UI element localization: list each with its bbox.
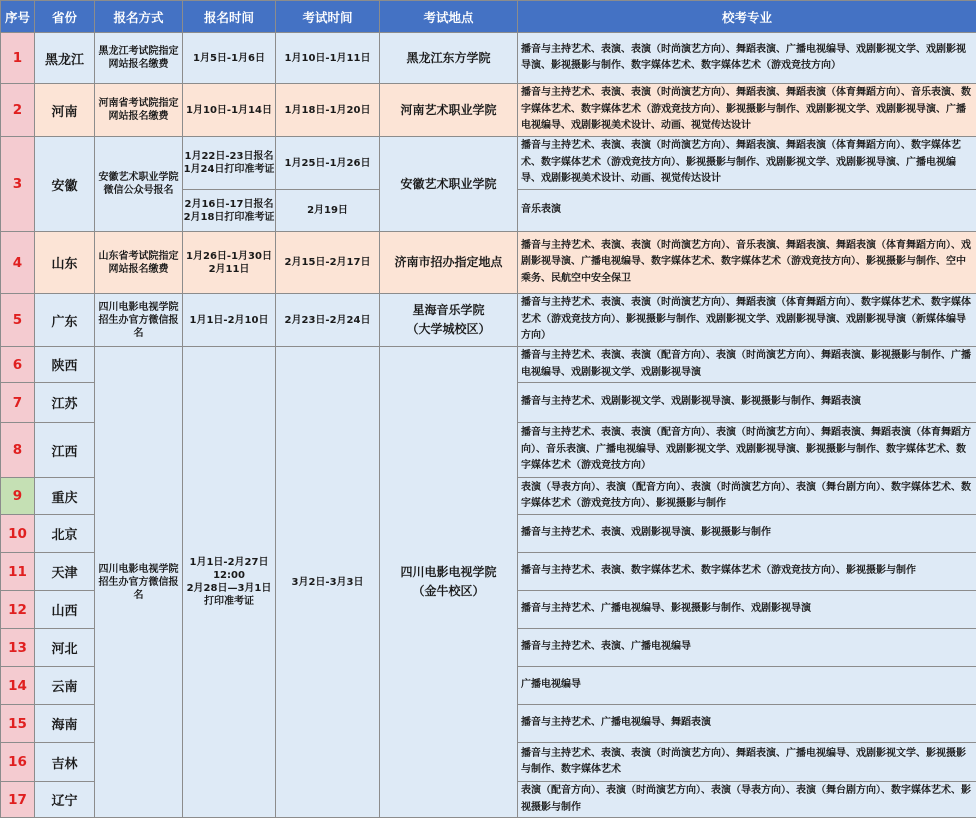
province-cell: 陕西 xyxy=(35,347,95,383)
majors-cell: 播音与主持艺术、广播电视编导、舞蹈表演 xyxy=(518,705,976,743)
header-index: 序号 xyxy=(1,1,35,33)
majors-cell: 播音与主持艺术、表演、表演（时尚演艺方向）、舞蹈表演、舞蹈表演（体育舞蹈方向）、数字媒体艺术、数字媒体艺术（游戏竞技方向）、影视摄影与制作、戏剧影视文学、戏剧影视导演、广播电视编导、戏剧影视美术设计、动画、视觉传达设计 xyxy=(518,137,976,190)
majors-cell: 播音与主持艺术、表演、戏剧影视导演、影视摄影与制作 xyxy=(518,515,976,553)
reg-time-cell: 1月1日-2月27日 12:00 2月28日—3月1日 打印准考证 xyxy=(183,347,276,818)
table-row xyxy=(1,33,976,84)
location-cell: 济南市招办指定地点 xyxy=(380,232,518,294)
reg-time-cell: 2月16日-17日报名 2月18日打印准考证 xyxy=(183,190,276,232)
majors-cell: 播音与主持艺术、表演、广播电视编导 xyxy=(518,629,976,667)
row-index: 2 xyxy=(1,84,35,137)
province-cell: 重庆 xyxy=(35,478,95,515)
majors-cell: 播音与主持艺术、广播电视编导、影视摄影与制作、戏剧影视导演 xyxy=(518,591,976,629)
method-cell: 四川电影电视学院招生办官方微信报名 xyxy=(95,294,183,347)
province-cell: 海南 xyxy=(35,705,95,743)
header-majors: 校考专业 xyxy=(518,1,976,33)
reg-time-cell: 1月5日-1月6日 xyxy=(183,33,276,84)
table-row xyxy=(1,137,976,190)
row-index: 16 xyxy=(1,743,35,782)
table-row xyxy=(1,347,976,383)
location-cell: 安徽艺术职业学院 xyxy=(380,137,518,232)
exam-time-cell: 2月19日 xyxy=(276,190,380,232)
province-cell: 云南 xyxy=(35,667,95,705)
header-province: 省份 xyxy=(35,1,95,33)
row-index: 7 xyxy=(1,383,35,423)
province-cell: 江苏 xyxy=(35,383,95,423)
method-cell: 黑龙江考试院指定网站报名缴费 xyxy=(95,33,183,84)
exam-time-cell: 1月10日-1月11日 xyxy=(276,33,380,84)
province-cell: 黑龙江 xyxy=(35,33,95,84)
location-cell: 四川电影电视学院 （金牛校区） xyxy=(380,347,518,818)
table-row xyxy=(1,232,976,294)
location-cell: 河南艺术职业学院 xyxy=(380,84,518,137)
majors-cell: 音乐表演 xyxy=(518,190,976,232)
method-cell: 山东省考试院指定网站报名缴费 xyxy=(95,232,183,294)
header-method: 报名方式 xyxy=(95,1,183,33)
province-cell: 山西 xyxy=(35,591,95,629)
majors-cell: 播音与主持艺术、戏剧影视文学、戏剧影视导演、影视摄影与制作、舞蹈表演 xyxy=(518,383,976,423)
row-index: 6 xyxy=(1,347,35,383)
majors-cell: 表演（配音方向）、表演（时尚演艺方向）、表演（导表方向）、表演（舞台剧方向）、数字媒体艺术、影视摄影与制作 xyxy=(518,782,976,818)
majors-cell: 播音与主持艺术、表演、表演（时尚演艺方向）、舞蹈表演（体育舞蹈方向）、数字媒体艺术、数字媒体艺术（游戏竞技方向）、影视摄影与制作、戏剧影视文学、戏剧影视导演、戏剧影视导演（新媒体编导方向） xyxy=(518,294,976,347)
table-row xyxy=(1,84,976,137)
header-reg-time: 报名时间 xyxy=(183,1,276,33)
province-cell: 辽宁 xyxy=(35,782,95,818)
reg-time-cell: 1月22日-23日报名 1月24日打印准考证 xyxy=(183,137,276,190)
header-exam-time: 考试时间 xyxy=(276,1,380,33)
majors-cell: 播音与主持艺术、表演、表演（配音方向）、表演（时尚演艺方向）、舞蹈表演、影视摄影与制作、广播电视编导、戏剧影视文学、戏剧影视导演 xyxy=(518,347,976,383)
exam-time-cell: 2月23日-2月24日 xyxy=(276,294,380,347)
row-index: 10 xyxy=(1,515,35,553)
exam-time-cell: 2月15日-2月17日 xyxy=(276,232,380,294)
province-cell: 北京 xyxy=(35,515,95,553)
header-row xyxy=(1,1,976,33)
exam-time-cell: 3月2日-3月3日 xyxy=(276,347,380,818)
row-index: 8 xyxy=(1,423,35,478)
majors-cell: 播音与主持艺术、表演、表演（时尚演艺方向）、音乐表演、舞蹈表演、舞蹈表演（体育舞蹈方向）、戏剧影视导演、广播电视编导、数字媒体艺术、数字媒体艺术（游戏竞技方向）、影视摄影与制作、空中乘务、民航空中安全保卫 xyxy=(518,232,976,294)
row-index: 11 xyxy=(1,553,35,591)
row-index: 14 xyxy=(1,667,35,705)
majors-cell: 播音与主持艺术、表演、表演（时尚演艺方向）、舞蹈表演、广播电视编导、戏剧影视文学、戏剧影视导演、影视摄影与制作、数字媒体艺术、数字媒体艺术（游戏竞技方向） xyxy=(518,33,976,84)
province-cell: 河南 xyxy=(35,84,95,137)
row-index: 9 xyxy=(1,478,35,515)
row-index: 4 xyxy=(1,232,35,294)
exam-time-cell: 1月25日-1月26日 xyxy=(276,137,380,190)
majors-cell: 播音与主持艺术、表演、表演（时尚演艺方向）、舞蹈表演、广播电视编导、戏剧影视文学、影视摄影与制作、数字媒体艺术 xyxy=(518,743,976,782)
province-cell: 山东 xyxy=(35,232,95,294)
majors-cell: 播音与主持艺术、表演、数字媒体艺术、数字媒体艺术（游戏竞技方向）、影视摄影与制作 xyxy=(518,553,976,591)
reg-time-cell: 1月1日-2月10日 xyxy=(183,294,276,347)
row-index: 5 xyxy=(1,294,35,347)
province-cell: 吉林 xyxy=(35,743,95,782)
province-cell: 江西 xyxy=(35,423,95,478)
majors-cell: 播音与主持艺术、表演、表演（配音方向）、表演（时尚演艺方向）、舞蹈表演、舞蹈表演（体育舞蹈方向）、音乐表演、广播电视编导、戏剧影视文学、戏剧影视导演、影视摄影与制作、数字媒体艺术、数字媒体艺术（游戏竞技方向） xyxy=(518,423,976,478)
province-cell: 安徽 xyxy=(35,137,95,232)
row-index: 3 xyxy=(1,137,35,232)
majors-cell: 广播电视编导 xyxy=(518,667,976,705)
province-cell: 广东 xyxy=(35,294,95,347)
row-index: 17 xyxy=(1,782,35,818)
method-cell: 河南省考试院指定网站报名缴费 xyxy=(95,84,183,137)
majors-cell: 表演（导表方向）、表演（配音方向）、表演（时尚演艺方向）、表演（舞台剧方向）、数字媒体艺术、数字媒体艺术（游戏竞技方向）、影视摄影与制作 xyxy=(518,478,976,515)
table-row xyxy=(1,294,976,347)
exam-time-cell: 1月18日-1月20日 xyxy=(276,84,380,137)
row-index: 13 xyxy=(1,629,35,667)
reg-time-cell: 1月26日-1月30日 2月11日 xyxy=(183,232,276,294)
row-index: 1 xyxy=(1,33,35,84)
location-cell: 黑龙江东方学院 xyxy=(380,33,518,84)
reg-time-cell: 1月10日-1月14日 xyxy=(183,84,276,137)
province-cell: 河北 xyxy=(35,629,95,667)
row-index: 12 xyxy=(1,591,35,629)
row-index: 15 xyxy=(1,705,35,743)
province-cell: 天津 xyxy=(35,553,95,591)
majors-cell: 播音与主持艺术、表演、表演（时尚演艺方向）、舞蹈表演、舞蹈表演（体育舞蹈方向）、音乐表演、数字媒体艺术、数字媒体艺术（游戏竞技方向）、影视摄影与制作、戏剧影视文学、戏剧影视导演、广播电视编导、戏剧影视美术设计、动画、视觉传达设计 xyxy=(518,84,976,137)
header-location: 考试地点 xyxy=(380,1,518,33)
method-cell: 四川电影电视学院招生办官方微信报名 xyxy=(95,347,183,818)
method-cell: 安徽艺术职业学院微信公众号报名 xyxy=(95,137,183,232)
location-cell: 星海音乐学院 （大学城校区） xyxy=(380,294,518,347)
